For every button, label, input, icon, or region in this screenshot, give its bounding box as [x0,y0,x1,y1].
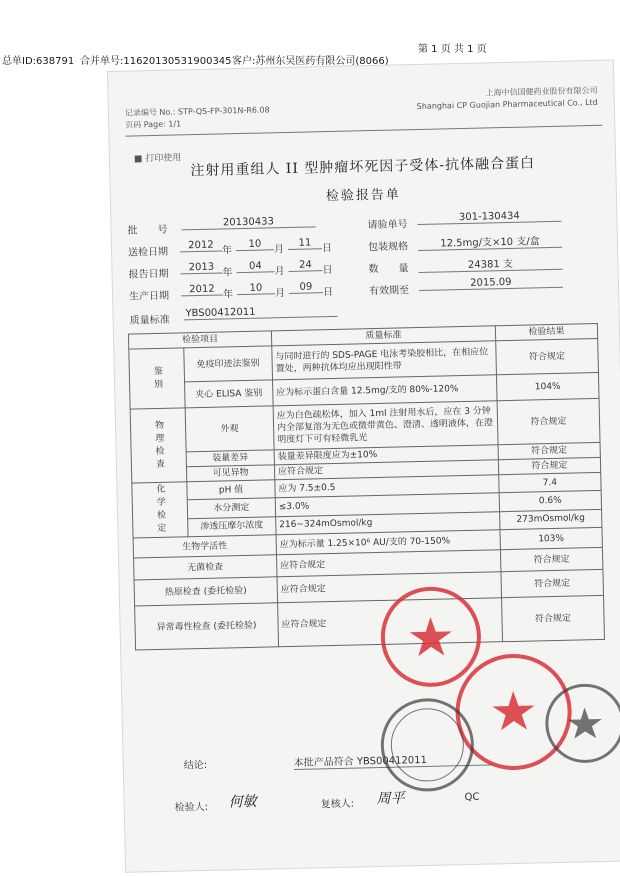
table-row [135,595,605,650]
record-info [125,104,270,131]
order-id: 总单ID:638791 [2,56,75,67]
mfg-month: 10 [237,282,275,295]
item-name: 渗透压摩尔浓度 [188,516,276,536]
item-standard: 应为标示量 1.25×10⁶ AU/支的 70-150% [276,530,500,555]
reviewer-signature: 周平 [376,790,405,808]
month-char: 月 [273,244,285,256]
item-result: 符合规定 [501,569,604,597]
item-name: 无菌检查 [134,555,277,580]
submit-year: 2012 [180,239,222,252]
page-label: 页码 Page: 1/1 [125,119,182,130]
quantity-value: 24381 支 [418,254,562,273]
item-name: 异常毒性检查 (委托检验) [135,603,279,650]
item-standard: 应符合规定 [277,598,502,647]
item-standard: 装量差异限度应为±10% [274,445,498,465]
item-name: 外观 [185,406,274,452]
day-char: 日 [322,286,334,299]
page-number: 第 1 页 共 1 页 [418,44,487,55]
submit-month: 10 [236,238,274,251]
expiry-value: 2015.09 [419,276,563,291]
batch-value: 20130433 [181,215,315,230]
standard-value: YBS00412011 [183,305,337,320]
company-name-en: Shanghai CP Guojian Pharmaceutical Co., Ltd [416,97,598,112]
inspection-table [128,323,605,651]
batch-label: 批 号 [127,224,168,237]
item-result: 符合规定 [500,547,603,571]
conclusion-text: 本批产品符合 YBS00412011 [294,749,494,770]
pack-label: 包装规格 [367,241,409,254]
report-day: 24 [288,259,322,272]
item-result: 0.6% [499,491,602,512]
item-standard: 应为白色疏松体，加入 1ml 注射用水后，应在 3 分钟内全部复溶为无色或微带黄色、澄清、透明液体，在澄明度灯下可有轻微乳光 [273,401,498,450]
day-char: 日 [321,242,333,255]
quantity-label: 数 量 [368,263,409,276]
contract-number: 合并单号:116201305319003​45 [80,56,232,67]
report-title: 注射用重组人 II 型肿瘤坏死因子受体-抗体融合蛋白 [190,155,536,180]
submit-date-label: 送检日期 [127,246,169,259]
conclusion-label: 结论: [183,759,208,772]
item-standard: 应为标示蛋白含量 12.5mg/支的 80%-120% [272,375,497,406]
year-char: 年 [222,267,233,279]
group-chemical: 化学检定 [132,482,188,538]
item-standard: 应符合规定 [276,550,500,577]
item-name: 免疫印迹法鉴别 [184,346,273,382]
item-name: 水分测定 [187,498,275,518]
company-name-cn: 上海中信国健药业股份有限公司 [485,85,598,98]
customer-name: 客户:苏州东吴医药有限公司(8066) [232,56,389,67]
month-char: 月 [274,288,286,300]
request-value: 301-130434 [417,210,561,225]
item-result: 符合规定 [496,338,599,374]
month-char: 月 [274,266,285,278]
item-standard: 与同时进行的 SDS-PAGE 电泳考染胶相比，在相应位置处，两种抗体均应出现阳性带 [272,341,497,380]
item-name: 装量差异 [186,450,274,467]
group-identification: 鉴别 [129,348,185,409]
report-date-label: 报告日期 [128,268,169,281]
inspection-report-sheet [108,61,620,872]
request-label: 请验单号 [367,219,408,232]
qc-label: QC [464,791,480,804]
inspector-signature: 何敏 [228,793,257,811]
item-result: 273mOsmol/kg [499,509,602,530]
mfg-year: 2012 [181,283,223,296]
item-standard: 应为 7.5±0.5 [275,475,499,498]
year-char: 年 [221,245,233,257]
item-standard: 应符合规定 [277,572,502,603]
mfg-day: 09 [289,281,323,294]
item-name: 生物学活性 [133,535,276,558]
item-name: 可见异物 [186,465,274,482]
group-physical: 物理检查 [130,408,187,483]
item-result: 符合规定 [498,457,600,474]
item-name: 热原检查 (委托检验) [134,577,277,606]
item-name: pH 值 [187,480,275,500]
item-result: 符合规定 [497,398,600,444]
qc-seal-stamp [376,694,478,796]
mfg-date-label: 生产日期 [128,290,170,303]
report-year: 2013 [180,261,222,274]
item-standard: 应符合规定 [274,460,498,480]
header-standard: 质量标准 [271,326,495,346]
record-number: 记录编号 No.: STP-QS-FP-301N-R6.08 [124,105,270,118]
item-result: 104% [496,372,599,400]
reviewer-label: 复核人: [320,798,355,811]
item-standard: ≤3.0% [275,493,499,516]
company-header [416,85,598,113]
year-char: 年 [222,289,234,301]
day-char: 日 [322,264,333,277]
item-result: 符合规定 [498,442,600,459]
item-standard: 216~324mOsmol/kg [276,511,500,534]
standard-label: 质量标准 [129,314,170,327]
item-name: 夹心 ELISA 鉴别 [185,380,273,408]
report-month: 04 [236,260,274,273]
expiry-label: 有效期至 [368,285,410,298]
print-mark-text: 打印使用 [145,153,182,165]
item-result: 103% [500,527,603,549]
header-item: 检验项目 [128,331,271,349]
print-mark: ■ 打印使用 [133,153,182,165]
header-result: 检验结果 [495,323,597,340]
pack-value: 12.5mg/支×10 支/盒 [418,232,562,251]
inspector-label: 检验人: [174,801,209,814]
item-result: 7.4 [499,472,602,493]
item-result: 符合规定 [501,595,604,641]
submit-day: 11 [288,237,322,250]
report-subtitle: 检验报告单 [325,187,402,205]
